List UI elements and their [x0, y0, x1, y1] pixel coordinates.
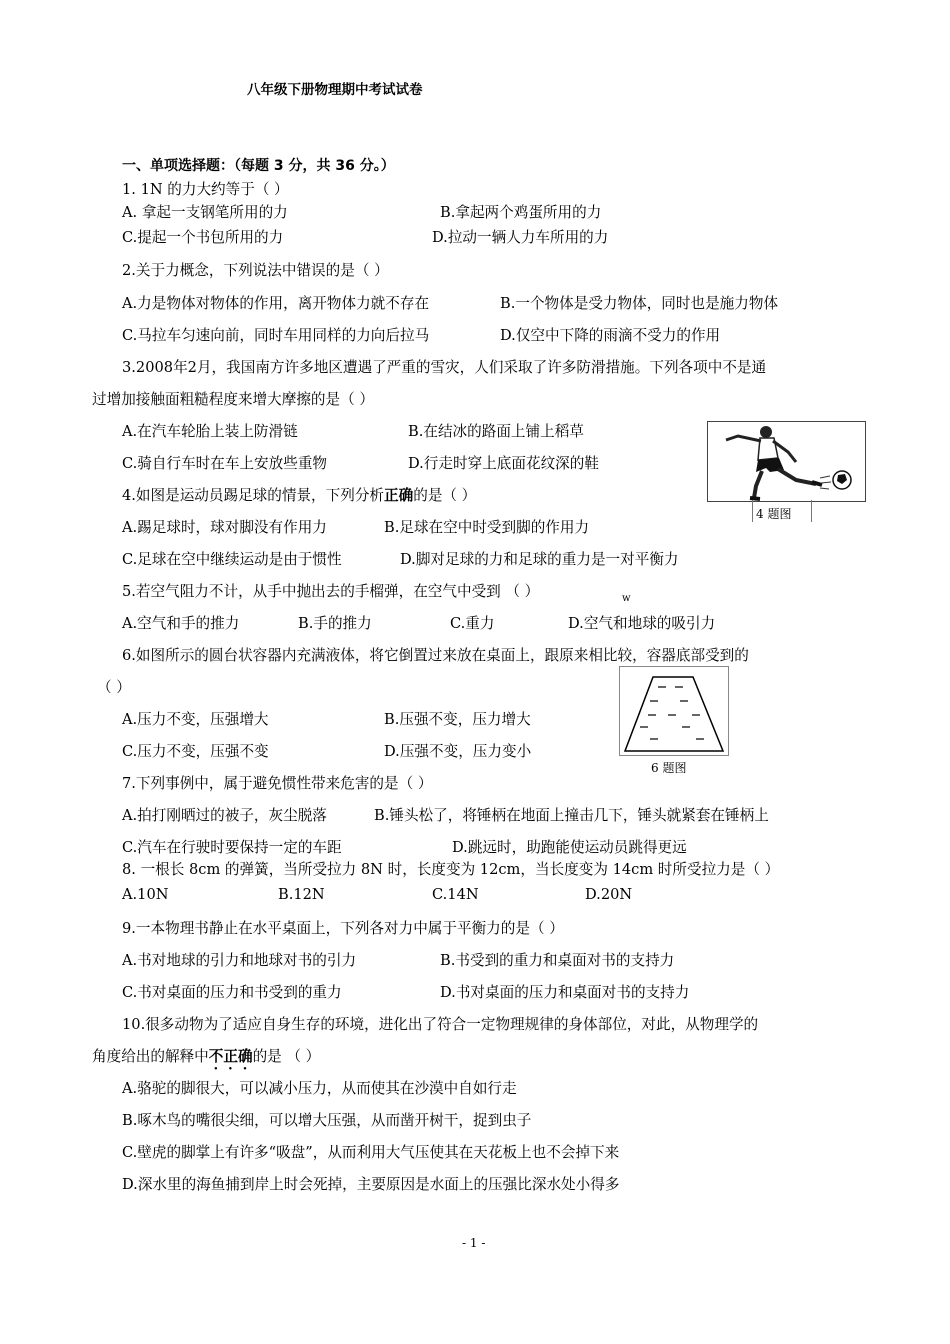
- question-8-option-d: D.20N: [585, 886, 633, 903]
- figure-4-soccer: [707, 421, 866, 502]
- question-4-option-d: D.脚对足球的力和足球的重力是一对平衡力: [400, 551, 679, 568]
- question-8-option-a: A.10N: [122, 886, 169, 903]
- question-6-option-a: A.压力不变，压强增大: [122, 711, 269, 728]
- question-10-stem-pre: 角度给出的解释中: [92, 1048, 209, 1065]
- question-10-option-c: C.壁虎的脚掌上有许多“吸盘”，从而利用大气压使其在天花板上也不会掉下来: [122, 1144, 620, 1161]
- question-7-option-d: D.跳远时，助跑能使运动员跳得更远: [452, 839, 687, 856]
- figure-6-container: [619, 666, 729, 756]
- question-7-option-b: B.锤头松了，将锤柄在地面上撞击几下，锤头就紧套在锤柄上: [374, 807, 769, 824]
- question-5-option-d: D.空气和地球的吸引力: [568, 615, 716, 632]
- question-4-stem-post: 的是（ ）: [413, 487, 477, 504]
- question-6-option-b: B.压强不变，压力增大: [384, 711, 531, 728]
- section-heading: 一、单项选择题：（每题 3 分，共 36 分。）: [122, 158, 395, 174]
- question-5-option-b: B.手的推力: [298, 615, 372, 632]
- question-3-stem-line-2: 过增加接触面粗糙程度来增大摩擦的是（ ）: [92, 391, 374, 408]
- question-6-option-d: D.压强不变，压力变小: [384, 743, 532, 760]
- question-10-option-d: D.深水里的海鱼捕到岸上时会死掉，主要原因是水面上的压强比深水处小得多: [122, 1176, 620, 1193]
- frustum-container-illustration: [620, 667, 728, 755]
- question-2-stem: 2.关于力概念，下列说法中错误的是（ ）: [122, 262, 389, 279]
- question-10-stem-line-2: [92, 1047, 320, 1073]
- question-8-option-c: C.14N: [432, 886, 479, 903]
- question-4-option-b: B.足球在空中时受到脚的作用力: [384, 519, 590, 536]
- page-title: 八年级下册物理期中考试试卷: [247, 82, 423, 98]
- question-9-option-a: A.书对地球的引力和地球对书的引力: [122, 952, 357, 969]
- question-1-option-d: D.拉动一辆人力车所用的力: [432, 229, 609, 246]
- question-8-stem: 8. 一根长 8cm 的弹簧，当所受拉力 8N 时，长度变为 12cm，当长度变为 14cm 时所受拉力是（ ）: [122, 861, 780, 878]
- question-10-stem-line-1: 10.很多动物为了适应自身生存的环境，进化出了符合一定物理规律的身体部位，对此，从物理学的: [122, 1016, 759, 1033]
- question-3-option-d: D.行走时穿上底面花纹深的鞋: [408, 455, 599, 472]
- question-9-option-b: B.书受到的重力和桌面对书的支持力: [440, 952, 675, 969]
- question-9-option-c: C.书对桌面的压力和书受到的重力: [122, 984, 342, 1001]
- question-2-option-a: A.力是物体对物体的作用，离开物体力就不存在: [122, 295, 430, 312]
- question-10-stem-post: 的是 （ ）: [252, 1048, 321, 1065]
- question-3-option-b: B.在结冰的路面上铺上稻草: [408, 423, 584, 440]
- question-7-option-a: A.拍打刚晒过的被子，灰尘脱落: [122, 807, 327, 824]
- soccer-player-illustration: [708, 422, 865, 501]
- question-5-stem: 5.若空气阻力不计，从手中抛出去的手榴弹，在空气中受到 （ ）: [122, 583, 540, 600]
- question-10-stem-emphasis: 不正确: [208, 1048, 253, 1065]
- question-8-option-b: B.12N: [278, 886, 325, 903]
- question-5-option-c: C.重力: [450, 615, 495, 632]
- question-5-option-a: A.空气和手的推力: [122, 615, 240, 632]
- question-2-option-b: B.一个物体是受力物体，同时也是施力物体: [500, 295, 779, 312]
- question-4-stem-pre: 4.如图是运动员踢足球的情景，下列分析: [122, 487, 385, 504]
- question-10-option-a: A.骆驼的脚很大，可以减小压力，从而使其在沙漠中自如行走: [122, 1080, 517, 1097]
- question-1-option-a: A. 拿起一支钢笔所用的力: [122, 204, 288, 221]
- question-10-option-b: B.啄木鸟的嘴很尖细，可以增大压强，从而凿开树干，捉到虫子: [122, 1112, 532, 1129]
- figure-6-caption: 6 题图: [651, 761, 687, 775]
- question-6-stem-line-1: 6.如图所示的圆台状容器内充满液体，将它倒置过来放在桌面上，跟原来相比较，容器底部受到的: [122, 647, 749, 664]
- question-4-option-c: C.足球在空中继续运动是由于惯性: [122, 551, 342, 568]
- question-4-option-a: A.踢足球时，球对脚没有作用力: [122, 519, 327, 536]
- stray-mark: w: [622, 593, 631, 604]
- question-6-stem-line-2: （ ）: [97, 679, 131, 696]
- question-9-stem: 9.一本物理书静止在水平桌面上，下列各对力中属于平衡力的是（ ）: [122, 920, 564, 937]
- question-4-stem-emphasis: 正确: [384, 487, 414, 504]
- question-3-option-c: C.骑自行车时在车上安放些重物: [122, 455, 328, 472]
- question-6-option-c: C.压力不变，压强不变: [122, 743, 269, 760]
- page-number: - 1 -: [462, 1236, 486, 1250]
- question-3-stem-line-1: 3.2008年2月，我国南方许多地区遭遇了严重的雪灾，人们采取了许多防滑措施。下列各项中不是通: [122, 359, 767, 376]
- question-2-option-d: D.仅空中下降的雨滴不受力的作用: [500, 327, 721, 344]
- question-2-option-c: C.马拉车匀速向前，同时车用同样的力向后拉马: [122, 327, 430, 344]
- question-7-stem: 7.下列事例中，属于避免惯性带来危害的是（ ）: [122, 775, 433, 792]
- question-9-option-d: D.书对桌面的压力和桌面对书的支持力: [440, 984, 690, 1001]
- question-4-stem: [122, 486, 476, 506]
- figure-4-caption: 4 题图: [756, 507, 792, 521]
- question-1-stem: 1. 1N 的力大约等于（ ）: [122, 181, 289, 198]
- question-1-option-b: B.拿起两个鸡蛋所用的力: [440, 204, 602, 221]
- question-7-option-c: C.汽车在行驶时要保持一定的车距: [122, 839, 342, 856]
- question-1-option-c: C.提起一个书包所用的力: [122, 229, 284, 246]
- question-3-option-a: A.在汽车轮胎上装上防滑链: [122, 423, 298, 440]
